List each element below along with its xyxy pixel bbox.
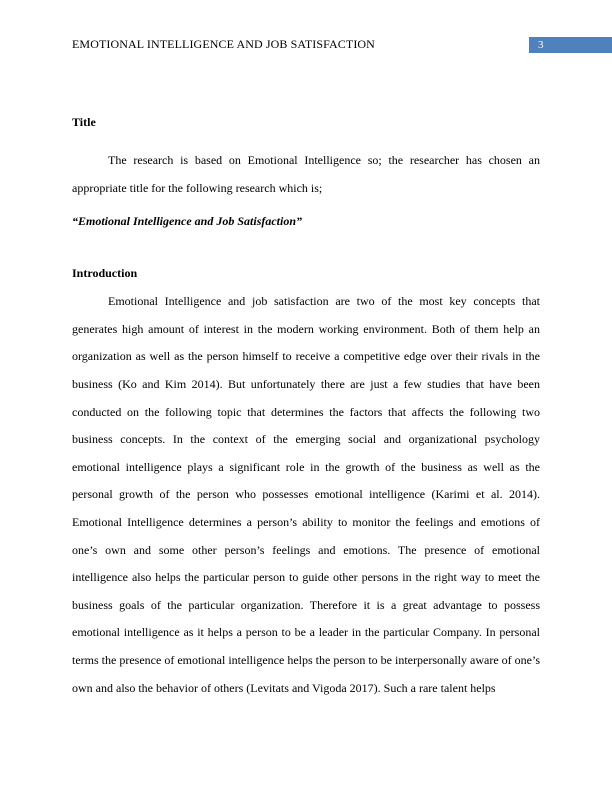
title-paragraph: The research is based on Emotional Intelligence so; the researcher has chosen an appropriate title for the following research which is; <box>72 153 540 195</box>
page-number: 3 <box>529 37 612 53</box>
introduction-paragraph: Emotional Intelligence and job satisfaction are two of the most key concepts that generates high amount of interest in the modern working environment. Both of them help an organization as well as the person himself to receive a competitive edge over their rivals in the business (Ko and Kim 2014). But unfortunately there are just a few studies that have been conducted on the following topic that determines the factors that affects the following two business concepts. In the context of the emerging social and organizational psychology emotional intelligence plays a significant role in the growth of the business as well as the personal growth of the person who possesses emotional intelligence (Karimi et al. 2014). Emotional Intelligence determines a person’s ability to monitor the feelings and emotions of one’s own and some other person’s feelings and emotions. The presence of emotional intelligence also helps the particular person to guide other persons in the right way to meet the business goals of the particular organization. Therefore it is a great advantage to possess emotional intelligence as it helps a person to be a leader in the particular Company. In personal terms the presence of emotional intelligence helps the person to be interpersonally aware of one’s own and also the behavior of others (Levitats and Vigoda 2017). Such a rare talent helps <box>72 294 540 695</box>
introduction-heading: Introduction <box>72 266 138 281</box>
document-body <box>72 112 540 702</box>
research-title: “Emotional Intelligence and Job Satisfaction” <box>72 214 303 229</box>
running-head: EMOTIONAL INTELLIGENCE AND JOB SATISFACTION <box>72 37 375 51</box>
title-heading: Title <box>72 115 96 129</box>
